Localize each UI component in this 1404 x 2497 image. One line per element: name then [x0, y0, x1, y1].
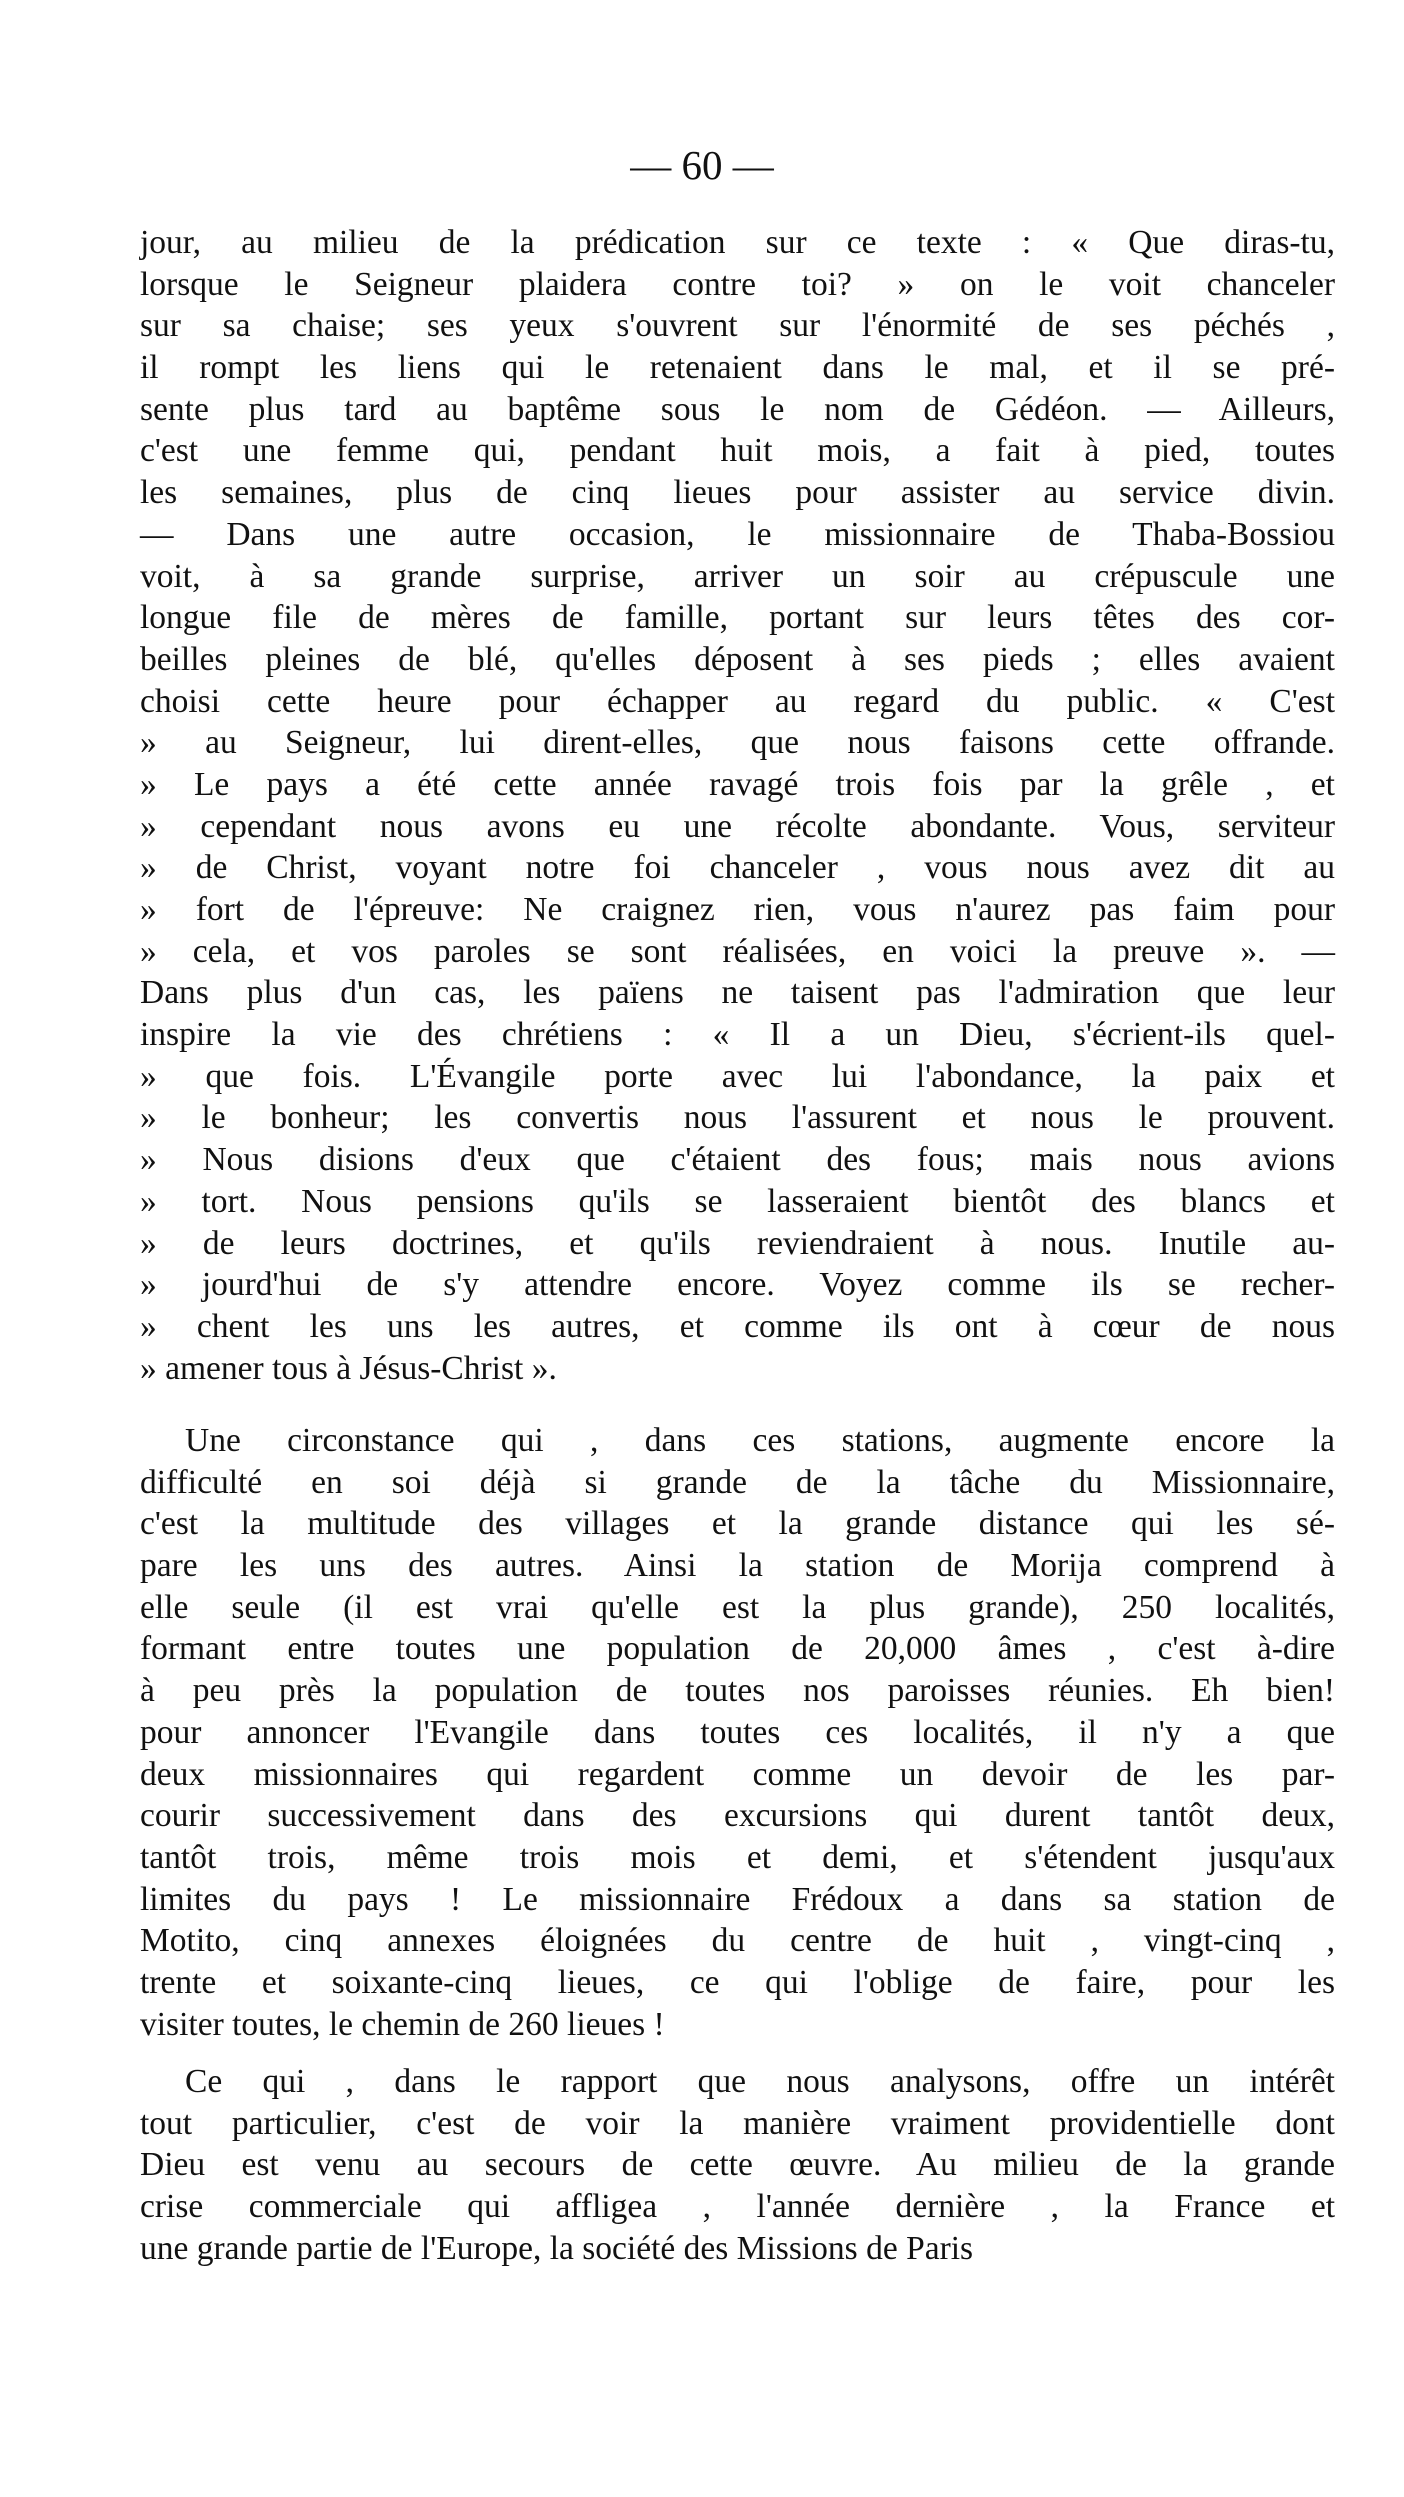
text-line: trente et soixante-cinq lieues, ce qui l'oblige de faire, pour les	[140, 1963, 1335, 2001]
page-number: — 60 —	[630, 142, 774, 188]
text-line: tantôt trois, même trois mois et demi, et s'étendent jusqu'aux	[140, 1838, 1335, 1876]
text-line: longue file de mères de famille, portant sur leurs têtes des cor-	[140, 599, 1335, 637]
text-line: crise commerciale qui affligea , l'année dernière , la France et	[140, 2188, 1335, 2226]
text-line: Dans plus d'un cas, les païens ne taisent pas l'admiration que leur	[140, 974, 1335, 1012]
text-line: à peu près la population de toutes nos paroisses réunies. Eh bien!	[140, 1672, 1335, 1710]
text-line: les semaines, plus de cinq lieues pour assister au service divin.	[140, 474, 1335, 512]
text-line: » cela, et vos paroles se sont réalisées, en voici la preuve ». —	[140, 932, 1335, 970]
text-line: choisi cette heure pour échapper au regard du public. « C'est	[140, 682, 1335, 720]
text-line: visiter toutes, le chemin de 260 lieues !	[140, 2005, 665, 2043]
paragraph-circonstance	[140, 1420, 1335, 2045]
text-line: Motito, cinq annexes éloignées du centre de huit , vingt-cinq ,	[140, 1922, 1335, 1960]
text-line: formant entre toutes une population de 20,000 âmes , c'est à-dire	[140, 1630, 1335, 1668]
text-line: une grande partie de l'Europe, la société des Missions de Paris	[140, 2229, 974, 2267]
text-line: » jourd'hui de s'y attendre encore. Voyez comme ils se recher-	[140, 1266, 1335, 1304]
text-line: » fort de l'épreuve: Ne craignez rien, vous n'aurez pas faim pour	[140, 891, 1335, 928]
text-line: Ce qui , dans le rapport que nous analysons, offre un intérêt	[185, 2063, 1335, 2100]
text-line: » le bonheur; les convertis nous l'assurent et nous le prouvent.	[140, 1099, 1335, 1137]
text-line: il rompt les liens qui le retenaient dans le mal, et il se pré-	[140, 349, 1335, 387]
text-line: deux missionnaires qui regardent comme un devoir de les par-	[140, 1755, 1335, 1793]
paragraph-rapport	[140, 2061, 1335, 2269]
text-line: Dieu est venu au secours de cette œuvre. Au milieu de la grande	[140, 2146, 1335, 2184]
text-line: sur sa chaise; ses yeux s'ouvrent sur l'énormité de ses péchés ,	[140, 307, 1335, 345]
text-line: » de leurs doctrines, et qu'ils reviendraient à nous. Inutile au-	[140, 1224, 1335, 1262]
text-line: c'est la multitude des villages et la grande distance qui les sé-	[140, 1505, 1335, 1543]
text-line: inspire la vie des chrétiens : « Il a un Dieu, s'écrient-ils quel-	[140, 1016, 1335, 1054]
text-line: » au Seigneur, lui dirent-elles, que nous faisons cette offrande.	[140, 724, 1335, 762]
text-line: » chent les uns les autres, et comme ils ont à cœur de nous	[140, 1307, 1335, 1345]
text-line: tout particulier, c'est de voir la manière vraiment providentielle dont	[140, 2104, 1335, 2142]
text-line: jour, au milieu de la prédication sur ce texte : « Que diras-tu,	[140, 224, 1335, 261]
text-line: limites du pays ! Le missionnaire Frédoux a dans sa station de	[140, 1880, 1335, 1918]
text-line: difficulté en soi déjà si grande de la tâche du Missionnaire,	[140, 1463, 1335, 1501]
text-line: pour annoncer l'Evangile dans toutes ces localités, il n'y a que	[140, 1713, 1335, 1751]
text-line: Une circonstance qui , dans ces stations, augmente encore la	[185, 1422, 1335, 1459]
text-line: voit, à sa grande surprise, arriver un soir au crépuscule une	[140, 557, 1335, 595]
text-line: » Le pays a été cette année ravagé trois fois par la grêle , et	[140, 765, 1335, 803]
text-line: » tort. Nous pensions qu'ils se lasseraient bientôt des blancs et	[140, 1182, 1335, 1220]
text-line: » de Christ, voyant notre foi chanceler , vous nous avez dit au	[140, 849, 1335, 887]
text-line: lorsque le Seigneur plaidera contre toi? » on le voit chanceler	[140, 265, 1335, 303]
text-line: elle seule (il est vrai qu'elle est la plus grande), 250 localités,	[140, 1588, 1335, 1626]
text-line: » Nous disions d'eux que c'étaient des fous; mais nous avions	[140, 1141, 1335, 1179]
text-line: » que fois. L'Évangile porte avec lui l'abondance, la paix et	[140, 1057, 1335, 1095]
text-line: c'est une femme qui, pendant huit mois, a fait à pied, toutes	[140, 432, 1335, 470]
text-line: — Dans une autre occasion, le missionnaire de Thaba-Bossiou	[140, 515, 1335, 553]
text-line: courir successivement dans des excursions qui durent tantôt deux,	[140, 1797, 1335, 1835]
text-line: beilles pleines de blé, qu'elles déposent à ses pieds ; elles avaient	[140, 640, 1335, 678]
text-line: » cependant nous avons eu une récolte abondante. Vous, serviteur	[140, 807, 1335, 845]
text-line: » amener tous à Jésus-Christ ».	[140, 1349, 557, 1387]
paragraph-continuation	[140, 222, 1335, 1389]
text-line: sente plus tard au baptême sous le nom de Gédéon. — Ailleurs,	[140, 390, 1335, 428]
text-line: pare les uns des autres. Ainsi la station de Morija comprend à	[140, 1547, 1335, 1585]
